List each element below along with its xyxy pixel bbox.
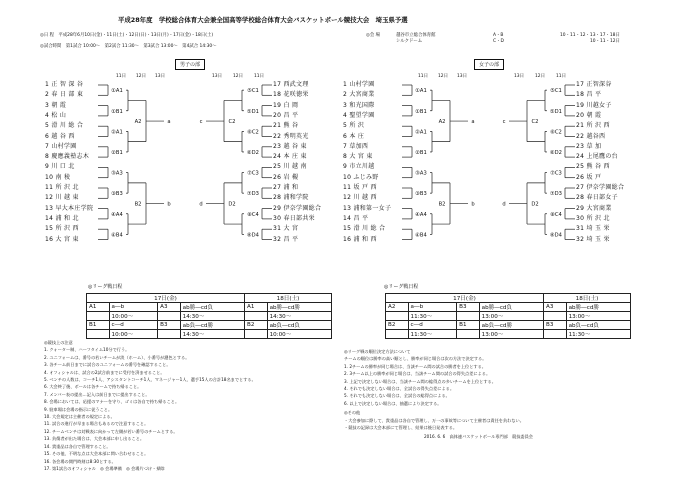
boys-right-team-10: 26 岩 槻 <box>273 173 299 181</box>
other-notes-title: ◎その他 <box>344 410 361 416</box>
girls-left-semi-2: B2 <box>438 201 446 208</box>
girls-left-team-4: 4 聖望学園 <box>343 111 375 119</box>
girls-league-cell: c―d <box>408 321 457 330</box>
girls-league-cell <box>544 330 567 339</box>
boys-league-cell <box>245 312 268 321</box>
girls-left-game-code-3: ②A1 <box>415 129 427 136</box>
footer-signature: 2016. 6. 6 高体連バスケットボール専門部 競技委員会 <box>424 434 533 440</box>
girls-league-cell: A3 <box>544 303 567 312</box>
boys-left-game-code-8: ④B4 <box>111 232 123 239</box>
girls-right-team-16: 32 埼 玉 栄 <box>576 235 610 243</box>
boys-right-team-14: 30 春日部共栄 <box>273 214 315 222</box>
boys-right-team-3: 19 白 岡 <box>273 101 299 109</box>
girls-left-game-code-6: ③B3 <box>415 191 427 198</box>
boys-left-semi-2: B2 <box>134 201 142 208</box>
girls-left-team-16: 16 浦 和 西 <box>343 235 377 243</box>
boys-league-head-18: 18日(土) <box>245 294 332 303</box>
girls-right-game-code-7: ⑧C4 <box>550 211 562 218</box>
girls-league-row <box>386 303 631 312</box>
girls-league-cell: A2 <box>386 303 409 312</box>
boys-day-13-right: 13日 <box>212 74 222 79</box>
girls-right-game-code-3: ⑥C2 <box>550 129 562 136</box>
boys-league-row <box>87 321 332 330</box>
competition-note-item: 1. クォーター制、ハーフタイム10分で行う。 <box>44 347 130 353</box>
girls-right-team-4: 20 朝 霞 <box>576 111 602 119</box>
boys-right-team-12: 28 浦和学院 <box>273 194 309 202</box>
boys-league-cell <box>87 312 110 321</box>
boys-league-cell: 10:00〜 <box>109 330 158 339</box>
boys-right-team-1: 17 西武文理 <box>273 81 309 88</box>
ranking-note-item: 5. それでも決定しない場合は、全試合の総得点による。 <box>344 393 450 399</box>
girls-league-cell: B1 <box>457 321 480 330</box>
boys-right-team-2: 18 花咲徳栄 <box>273 91 309 99</box>
venue-1-name: 越谷市立総合体育館 <box>396 33 436 38</box>
girls-left-game-code-8: ④B4 <box>415 232 427 239</box>
ranking-note-item: 6. 以上で決定しない場合は、抽選により決定する。 <box>344 400 442 406</box>
boys-left-team-5: 5 滑 川 総 合 <box>45 122 84 130</box>
girls-left-game-code-4: ②B1 <box>415 149 427 156</box>
girls-left-game-code-2: ①B1 <box>415 108 427 115</box>
boys-league-title: ◎リーグ戦日程 <box>88 284 123 290</box>
girls-right-team-15: 31 埼 玉 栄 <box>576 225 610 233</box>
girls-league-table <box>385 293 631 339</box>
boys-right-game-code-7: ⑧C4 <box>247 211 259 218</box>
girls-league-head-17: 17日(金) <box>386 294 544 303</box>
competition-note-item: 11. 試合の進行が早まる場合もあるので注意すること。 <box>44 421 149 427</box>
boys-league-cell: 10:00〜 <box>267 330 331 339</box>
girls-right-team-9: 25 熊 谷 西 <box>576 163 610 171</box>
girls-league-cell: ab負―cd負 <box>566 321 630 330</box>
boys-right-team-13: 29 伊奈学園総合 <box>273 204 322 212</box>
match-times: ◎試合時間 第1試合 10:00〜 第2試合 11:30〜 第3試合 13:00〜 第4試合 14:30〜 <box>40 44 217 49</box>
boys-day-11-right: 11日 <box>254 74 264 79</box>
girls-league-title: ◎リーグ戦日程 <box>384 284 419 290</box>
boys-left-game-code-1: ①A1 <box>111 88 123 95</box>
boys-league-cell: ab勝―cd勝 <box>267 303 331 312</box>
competition-notes-title: ◎競技上の注意 <box>44 340 73 345</box>
girls-right-team-3: 19 川越女子 <box>576 101 612 109</box>
boys-left-team-11: 11 所 沢 北 <box>45 184 79 191</box>
boys-right-final-d: d <box>199 201 203 208</box>
girls-day-13-right: 13日 <box>514 74 524 79</box>
girls-left-team-8: 8 大 宮 東 <box>343 153 373 161</box>
girls-day-12-right: 12日 <box>535 74 545 79</box>
boys-league-cell: ab負―cd勝 <box>180 321 244 330</box>
girls-day-13-left: 13日 <box>457 74 467 79</box>
girls-league-cell: ab勝―cd勝 <box>566 303 630 312</box>
venue-2-name: シルクドーム <box>396 39 423 44</box>
boys-league-cell: ab負―cd負 <box>267 321 331 330</box>
girls-league-cell: 11:30〜 <box>566 330 630 339</box>
girls-left-team-6: 6 本 庄 <box>343 132 365 140</box>
competition-note-item: 17. 第1試合のオフィシャル ◎ 会場準備 ◎ 会場片づけ・掃除 <box>44 465 165 471</box>
boys-left-game-code-3: ②A1 <box>111 129 123 136</box>
boys-league-cell: 14:30〜 <box>180 330 244 339</box>
other-note-item: ・競技の記録は大会本部にて管理し、結果は後日発表する。 <box>344 425 458 431</box>
boys-left-game-code-6: ③B3 <box>111 191 123 198</box>
girls-right-team-12: 28 春日部女子 <box>576 194 618 202</box>
girls-league-cell: 11:30〜 <box>408 312 457 321</box>
girls-right-semi-1: C2 <box>531 119 539 126</box>
girls-day-11-right: 11日 <box>556 74 566 79</box>
girls-left-team-15: 15 滑 川 総 合 <box>343 225 386 233</box>
boys-left-game-code-4: ②B1 <box>111 149 123 156</box>
girls-right-final-c: c <box>502 119 506 126</box>
venue-2-courts: C・D <box>493 39 504 44</box>
girls-left-team-5: 5 所 沢 <box>343 122 365 130</box>
girls-day-12-left: 12日 <box>438 74 448 79</box>
girls-left-game-code-5: ③A3 <box>415 170 427 177</box>
boys-left-team-13: 13 早大本庄学院 <box>45 204 94 212</box>
girls-left-team-9: 9 市立川越 <box>343 163 375 171</box>
girls-left-team-10: 10 ふじみ野 <box>343 173 379 181</box>
boys-right-team-8: 24 本 庄 東 <box>273 153 307 161</box>
competition-note-item: 3. 各チーム前日までに試合のユニフォームの番号を確認すること。 <box>44 362 171 368</box>
girls-right-game-code-4: ⑥D2 <box>550 149 562 156</box>
girls-right-team-8: 24 上尾鷹の台 <box>576 153 618 161</box>
girls-right-team-14: 30 所 沢 北 <box>576 214 610 222</box>
boys-day-13-left: 13日 <box>155 74 165 79</box>
competition-note-item: 7. メンバー表の提出…記入は前日までに提出すること。 <box>44 391 150 397</box>
girls-league-cell: B3 <box>457 303 480 312</box>
girls-left-team-2: 2 大宮商業 <box>343 91 375 99</box>
girls-league-cell: 11:30〜 <box>408 330 457 339</box>
girls-left-semi-1: A2 <box>438 119 446 126</box>
girls-right-game-code-2: ⑤D1 <box>550 108 562 115</box>
girls-left-team-12: 12 川 越 西 <box>343 194 377 202</box>
boys-right-final-c: c <box>199 119 203 126</box>
competition-note-item: 9. 駐車場は会場の指示に従うこと。 <box>44 406 113 412</box>
boys-league-row <box>87 312 332 321</box>
boys-right-team-7: 23 越 谷 東 <box>273 142 307 150</box>
boys-league-cell: B2 <box>245 321 268 330</box>
girls-left-team-1: 1 山村学園 <box>343 81 375 88</box>
girls-right-team-2: 18 昌 平 <box>576 91 602 99</box>
ranking-note-item: 4. それでも決定しない場合は、全試合の得失点差による。 <box>344 386 455 392</box>
boys-right-team-15: 31 大 宮 <box>273 225 299 233</box>
boys-left-team-9: 9 川 口 北 <box>45 163 75 171</box>
girls-left-team-14: 14 昌 平 <box>343 214 369 222</box>
boys-right-team-16: 32 昌 平 <box>273 235 299 243</box>
boys-left-team-16: 16 大 宮 東 <box>45 235 79 243</box>
boys-league-cell: A1 <box>245 303 268 312</box>
venue-label: ◎会 場 <box>366 33 381 38</box>
boys-division-label: 男子の部 <box>175 59 205 70</box>
schedule-dates: ◎日 程 平成28年6月10日(金)・11日(土)・12日(日)・13日(月)・17日(金)・18日(土) <box>40 33 214 38</box>
boys-league-cell: a―b <box>109 303 158 312</box>
boys-league-cell: 10:00〜 <box>109 312 158 321</box>
competition-note-item: 5. ベンチの人数は、コーチ1人、アシスタントコーチ1人、マネージャー1人、選手15人の合計18名までとする。 <box>44 377 256 383</box>
ranking-note-item: 1. 2チームの勝率が同じ場合は、当該チーム間の試合の勝者を上位とする。 <box>344 363 486 369</box>
boys-left-final-b: b <box>167 201 171 208</box>
ranking-notes <box>344 348 533 441</box>
competition-notes <box>44 339 256 472</box>
boys-right-game-code-1: ⑤C1 <box>247 88 259 95</box>
competition-note-item: 14. 貴重品は各自で管理すること。 <box>44 443 111 449</box>
boys-right-game-code-3: ⑥C2 <box>247 129 259 136</box>
boys-league-cell: B3 <box>158 321 181 330</box>
boys-left-team-15: 15 所 沢 西 <box>45 225 79 233</box>
competition-note-item: 15. その他、不明な点は大会本部に問い合わせること。 <box>44 451 149 457</box>
boys-league-row <box>87 330 332 339</box>
boys-right-team-5: 21 熊 谷 <box>273 122 299 130</box>
girls-right-team-13: 29 大宮商業 <box>576 204 612 212</box>
boys-right-team-6: 22 秀明英光 <box>273 132 309 140</box>
boys-league-cell: A3 <box>158 303 181 312</box>
girls-right-team-1: 17 正智深谷 <box>576 81 612 88</box>
girls-right-game-code-5: ⑦C3 <box>550 170 562 177</box>
girls-right-team-5: 21 所 沢 西 <box>576 122 610 130</box>
boys-right-semi-1: C2 <box>228 119 236 126</box>
girls-league-cell: B2 <box>386 321 409 330</box>
boys-right-game-code-6: ⑦D3 <box>247 191 259 198</box>
girls-division-label: 女子の部 <box>474 59 504 70</box>
competition-note-item: 4. オフィシャルは、試合の2試合前までに受付を済ませること。 <box>44 369 165 375</box>
ranking-note-item: チームの順位は勝率の高い順とし、勝率が同じ場合は次の方法で決定する。 <box>344 356 487 362</box>
girls-left-team-7: 7 草加西 <box>343 142 369 150</box>
girls-league-head-18: 18日(土) <box>544 294 631 303</box>
girls-league-cell <box>457 330 480 339</box>
girls-league-row <box>386 321 631 330</box>
girls-left-team-11: 11 坂 戸 西 <box>343 184 377 191</box>
girls-right-team-10: 26 坂 戸 <box>576 173 602 181</box>
boys-day-12-left: 12日 <box>136 74 146 79</box>
girls-right-semi-2: D2 <box>531 201 539 208</box>
girls-league-cell <box>386 330 409 339</box>
boys-left-game-code-2: ①B1 <box>111 108 123 115</box>
girls-left-final-b: b <box>471 201 475 208</box>
girls-league-cell: 13:00〜 <box>479 312 543 321</box>
girls-left-team-13: 13 浦和第一女子 <box>343 204 392 212</box>
boys-league-cell <box>158 312 181 321</box>
girls-right-game-code-8: ⑧D4 <box>550 232 562 239</box>
boys-left-game-code-5: ③A3 <box>111 170 123 177</box>
boys-left-team-1: 1 正 智 深 谷 <box>45 81 84 88</box>
document-title: 平成28年度 学校総合体育大会兼全国高等学校総合体育大会バスケットボール競技大会 埼玉県予選 <box>118 16 408 24</box>
ranking-notes-title: ◎リーグ戦の順位決定方法について <box>344 349 411 354</box>
girls-right-game-code-1: ⑤C1 <box>550 88 562 95</box>
girls-league-row <box>386 312 631 321</box>
boys-right-team-9: 25 川 越 南 <box>273 163 307 171</box>
girls-league-cell: a―b <box>408 303 457 312</box>
boys-left-game-code-7: ④A4 <box>111 211 123 218</box>
venue-1-dates: 10・11・12・13・17・18日 <box>560 33 620 38</box>
girls-league-cell: ab負―cd勝 <box>479 321 543 330</box>
boys-league-head-17: 17日(金) <box>87 294 245 303</box>
girls-league-row <box>386 330 631 339</box>
girls-league-cell: ab勝―cd負 <box>479 303 543 312</box>
boys-right-team-11: 27 浦 和 <box>273 184 299 191</box>
boys-left-team-3: 3 朝 霞 <box>45 101 67 109</box>
venue-2-dates: 10・11・12日 <box>590 39 620 44</box>
ranking-note-item: 2. 3チーム以上の勝率が同じ場合は、当該チーム間の試合の得失点差による。 <box>344 371 491 377</box>
boys-league-cell <box>158 330 181 339</box>
girls-right-team-6: 22 越谷西 <box>576 132 606 140</box>
girls-league-cell: 13:00〜 <box>566 312 630 321</box>
boys-left-team-4: 4 松 山 <box>45 111 67 119</box>
girls-league-cell <box>386 312 409 321</box>
competition-note-item: 2. ユニフォームは、番号の若いチームが淡（ホーム）、小番号が濃色とする。 <box>44 354 190 360</box>
girls-league-cell: B3 <box>544 321 567 330</box>
boys-left-team-14: 14 浦 和 北 <box>45 214 79 222</box>
boys-league-cell <box>245 330 268 339</box>
girls-day-11-left: 11日 <box>418 74 428 79</box>
boys-right-game-code-2: ⑤D1 <box>247 108 259 115</box>
girls-right-team-11: 27 伊奈学園総合 <box>576 184 625 191</box>
boys-league-cell: A1 <box>87 303 110 312</box>
girls-right-final-d: d <box>502 201 506 208</box>
girls-left-final-a: a <box>471 119 475 126</box>
boys-left-final-a: a <box>167 119 171 126</box>
boys-left-team-12: 12 川 越 東 <box>45 194 79 202</box>
girls-league-cell: 13:00〜 <box>479 330 543 339</box>
girls-league-cell <box>457 312 480 321</box>
boys-right-team-4: 20 昌 平 <box>273 111 299 119</box>
competition-note-item: 12. チームベンチは対戦表に向かって左側が若い番号のチームとする。 <box>44 428 178 434</box>
boys-left-team-8: 8 慶應義塾志木 <box>45 153 90 161</box>
girls-league-cell <box>544 312 567 321</box>
boys-league-cell: 14:30〜 <box>180 312 244 321</box>
girls-right-team-7: 23 草 加 <box>576 142 602 150</box>
venue-1-courts: A・B <box>493 33 504 38</box>
other-note-item: ・大会参加に際して、貴重品は各自で管理し、万一の事故等について主催者は責任を負わない。 <box>344 417 524 423</box>
girls-left-team-3: 3 和光国際 <box>343 101 375 109</box>
boys-league-cell: B1 <box>87 321 110 330</box>
competition-note-item: 10. 大会規定は主催者の規定による。 <box>44 414 115 420</box>
boys-right-game-code-8: ⑧D4 <box>247 232 259 239</box>
competition-note-item: 13. 負傷者が出た場合は、大会本部に申し出ること。 <box>44 436 145 442</box>
girls-right-game-code-6: ⑦D3 <box>550 191 562 198</box>
boys-league-cell: c―d <box>109 321 158 330</box>
boys-left-semi-1: A2 <box>134 119 142 126</box>
boys-day-12-right: 12日 <box>233 74 243 79</box>
competition-note-item: 6. 大会終了後、ボールは各チームで持ち帰ること。 <box>44 384 142 390</box>
competition-note-item: 8. 会場においては、応援のマナーを守り、ゴミは各自で持ち帰ること。 <box>44 399 180 405</box>
boys-league-cell: 14:30〜 <box>267 312 331 321</box>
competition-note-item: 16. 各会場の開門時刻は8:30とする。 <box>44 458 116 464</box>
boys-league-cell <box>87 330 110 339</box>
girls-left-game-code-1: ①A1 <box>415 88 427 95</box>
girls-left-game-code-7: ④A4 <box>415 211 427 218</box>
boys-day-11-left: 11日 <box>116 74 126 79</box>
boys-left-team-7: 7 山村学園 <box>45 142 77 150</box>
boys-left-team-2: 2 春 日 部 東 <box>45 91 84 99</box>
boys-left-team-10: 10 南 稜 <box>45 173 71 181</box>
boys-left-team-6: 6 越 谷 西 <box>45 132 75 140</box>
boys-league-table <box>86 293 332 339</box>
boys-league-row <box>87 303 332 312</box>
boys-right-semi-2: D2 <box>228 201 236 208</box>
ranking-note-item: 3. 上記で決定しない場合は、当該チーム間の総得点の多いチームを上位とする。 <box>344 378 496 384</box>
boys-right-game-code-5: ⑦C3 <box>247 170 259 177</box>
boys-league-cell: ab勝―cd負 <box>180 303 244 312</box>
boys-right-game-code-4: ⑥D2 <box>247 149 259 156</box>
